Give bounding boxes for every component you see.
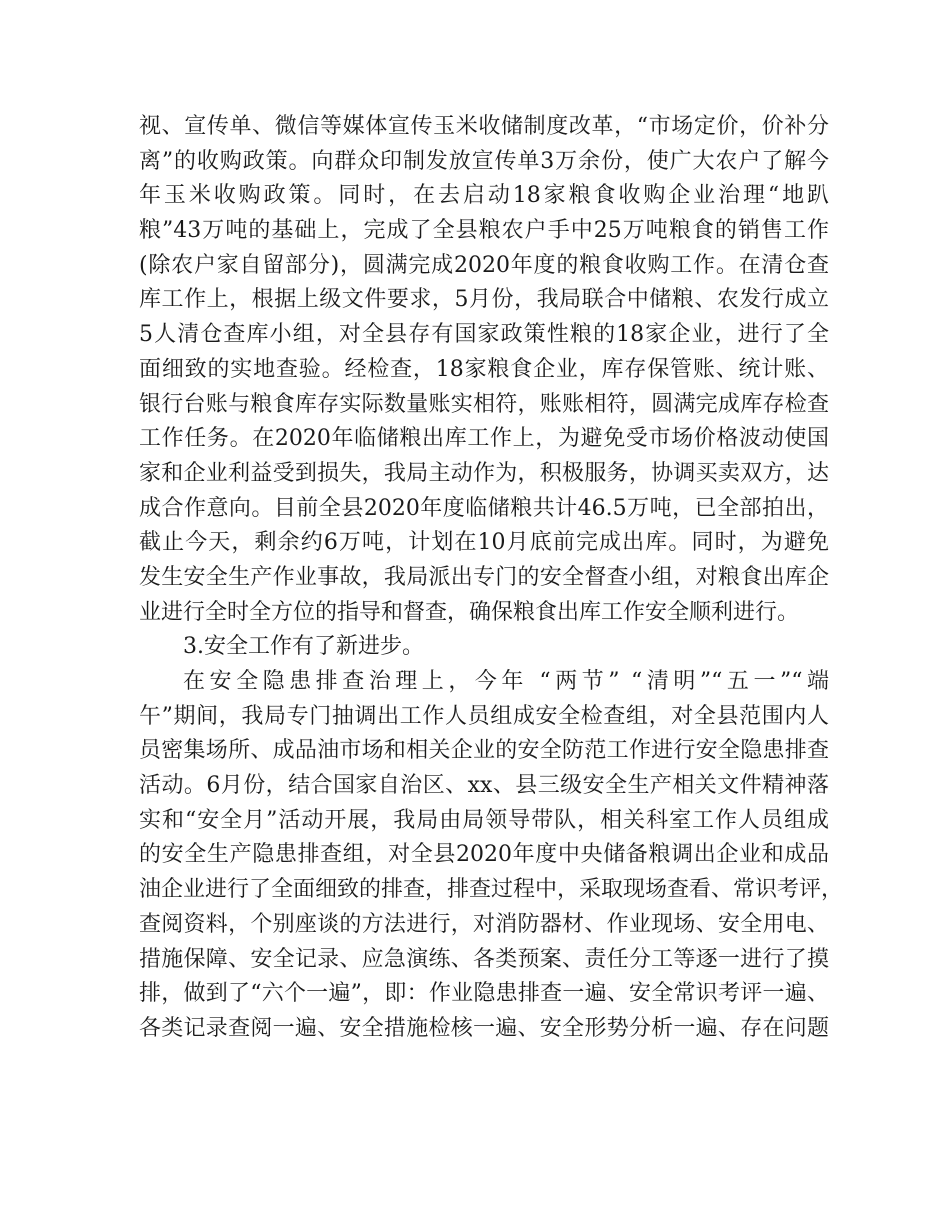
text-line: 员密集场所、成品油市场和相关企业的安全防范工作进行安全隐患排查	[139, 738, 829, 764]
text-line: 油企业进行了全面细致的排查，排查过程中，采取现场查看、常识考评，	[139, 877, 844, 903]
text-line: 年玉米收购政策。同时，在去启动18家粮食收购企业治理“地趴	[139, 183, 829, 209]
text-line: 库工作上，根据上级文件要求，5月份，我局联合中储粮、农发行成立	[139, 287, 829, 313]
text-line: 视、宣传单、微信等媒体宣传玉米收储制度改革，“市场定价，价补分	[139, 114, 829, 139]
text-line: 在安全隐患排查治理上，今年 “两节” “清明”“五一”“端	[183, 669, 829, 694]
text-line: 家和企业利益受到损失，我局主动作为，积极服务，协调买卖双方，达	[139, 460, 829, 486]
text-line: 业进行全时全方位的指导和督查，确保粮食出库工作安全顺利进行。	[139, 599, 800, 625]
text-line: 实和“安全月”活动开展，我局由局领导带队，相关科室工作人员组成	[139, 807, 829, 833]
text-line: 5人清仓查库小组，对全县存有国家政策性粮的18家企业，进行了全	[139, 322, 829, 348]
text-line: (除农户家自留部分)，圆满完成2020年度的粮食收购工作。在清仓查	[139, 252, 829, 278]
text-line: 3.安全工作有了新进步。	[183, 634, 424, 660]
text-line: 查阅资料，个别座谈的方法进行，对消防器材、作业现场、安全用电、	[139, 911, 829, 937]
text-line: 活动。6月份，结合国家自治区、xx、县三级安全生产相关文件精神落	[139, 773, 829, 799]
text-line: 措施保障、安全记录、应急演练、各类预案、责任分工等逐一进行了摸	[139, 946, 829, 972]
text-line: 粮”43万吨的基础上，完成了全县粮农户手中25万吨粮食的销售工作	[139, 218, 829, 244]
text-line: 银行台账与粮食库存实际数量账实相符，账账相符，圆满完成库存检查	[139, 391, 829, 417]
text-line: 截止今天，剩余约6万吨，计划在10月底前完成出库。同时，为避免	[139, 530, 829, 556]
text-line: 成合作意向。目前全县2020年度临储粮共计46.5万吨，已全部拍出，	[139, 495, 829, 521]
body-text	[139, 110, 844, 1047]
text-line: 午”期间，我局专门抽调出工作人员组成安全检查组，对全县范围内人	[139, 703, 829, 729]
text-line: 工作任务。在2020年临储粮出库工作上，为避免受市场价格波动使国	[139, 426, 829, 452]
text-line: 面细致的实地查验。经检查，18家粮食企业，库存保管账、统计账、	[139, 356, 829, 382]
text-line: 的安全生产隐患排查组，对全县2020年度中央储备粮调出企业和成品	[139, 842, 829, 868]
text-line: 发生安全生产作业事故，我局派出专门的安全督查小组，对粮食出库企	[139, 564, 829, 590]
text-line: 离”的收购政策。向群众印制发放宣传单3万余份，使广大农户了解今	[139, 148, 829, 174]
text-line: 排，做到了“六个一遍”，即：作业隐患排查一遍、安全常识考评一遍、	[139, 981, 829, 1007]
text-line: 各类记录查阅一遍、安全措施检核一遍、安全形势分析一遍、存在问题	[139, 1015, 829, 1041]
